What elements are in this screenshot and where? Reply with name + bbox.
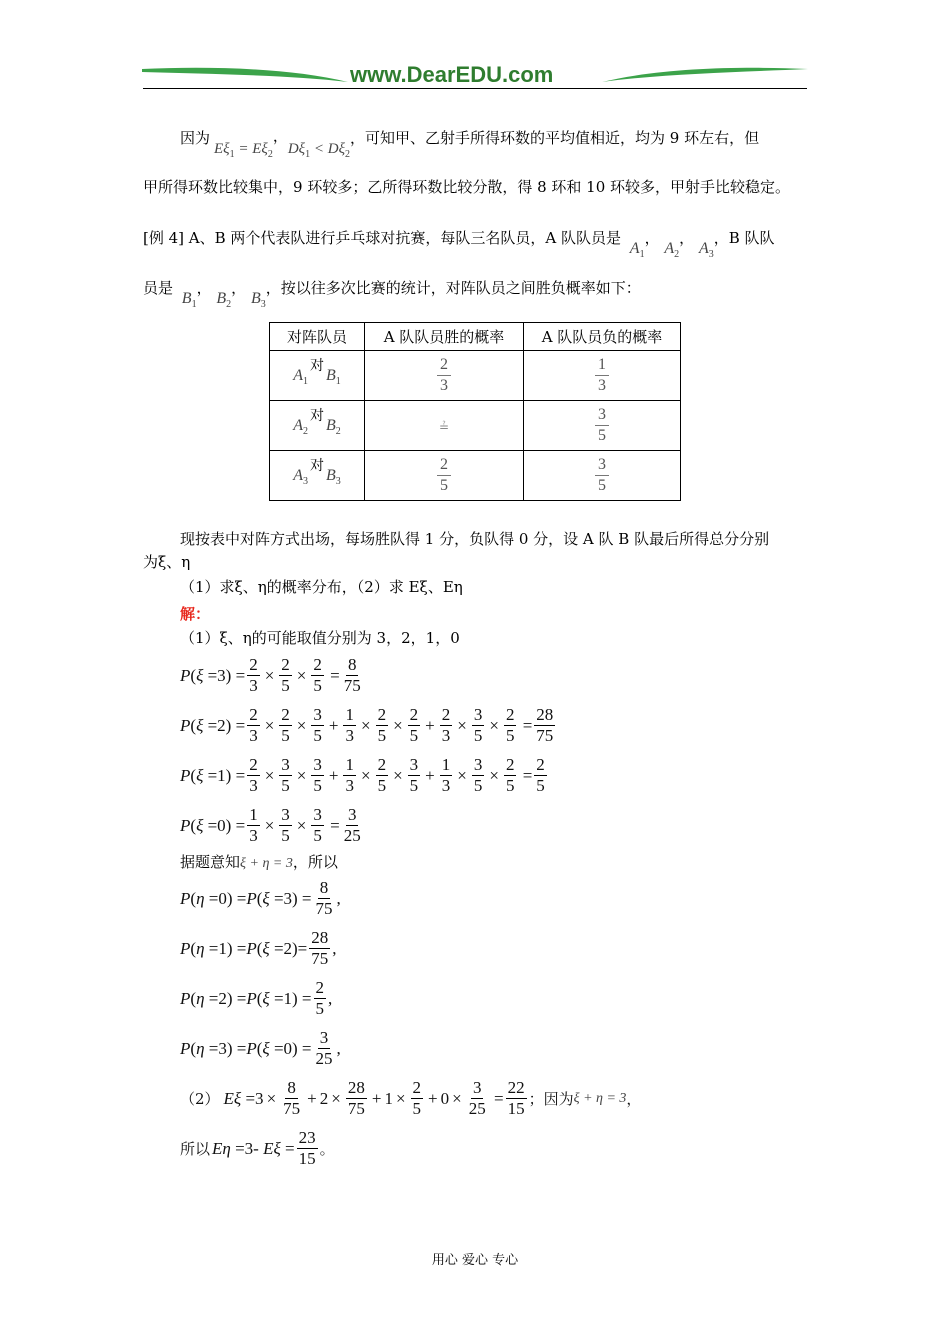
eq-expectation-eta: 所以 Eη =3- Eξ = $\frac{23}{15}$ 。 [180,1128,335,1168]
probability-table [269,322,681,501]
lose-prob-cell: $\frac{1}{3}$ [524,351,681,401]
paragraph-variance-line2: 甲所得环数比较集中，9 环较多；乙所得环数比较分散，得 8 环和 10 环较多，甲射手比较稳定。 [143,178,791,196]
player-b2: $B_2$ [216,290,232,310]
eq-p-eta-0: P ( η =0) = P ( ξ =3) = $\frac{8}{75}$ , [180,878,341,918]
example4-line2 [143,277,641,310]
paragraph-variance [180,127,760,160]
solution-label: 解： [180,605,211,623]
table-row [270,351,681,401]
header-swoosh-left [140,60,350,90]
player-a3: $A_3$ [698,240,714,260]
lose-prob-cell: $\frac{3}{5}$ [524,451,681,501]
solution-step1: （1）ξ、η的可能取值分别为 3，2，1，0 [180,629,460,647]
sep: ， [231,279,247,297]
example4-intro: [例 4] A、B 两个代表队进行乒乓球对抗赛，每队三名队员，A 队队员是 [143,229,622,247]
eq-p-xi-0: P ( ξ =0) = $\frac{1}{3}$ × $\frac{3}{5}$ × $\frac{3}{5}$ = $\frac{3}{25}$ [180,805,361,845]
condition-line [180,851,338,875]
condition-text: 据题意知 [180,853,241,871]
problem-line2: 为ξ、η [143,553,191,571]
table-header: A 队队员胜的概率 [365,323,524,351]
table-header: 对阵队员 [270,323,365,351]
header-swoosh-right [600,60,810,90]
table-header: A 队队员负的概率 [524,323,681,351]
part2-because: ；因为 [528,1090,574,1108]
eq-p-eta-2: P ( η =2) = P ( ξ =1) = $\frac{2}{5}$ , [180,978,333,1018]
example4-line1 [143,227,775,260]
matchup-cell: $A_1$对$B_1$ [270,351,365,401]
math-expectation-equal: $E\xi_1 = E\xi_2$ [214,141,273,160]
eq-p-eta-1: P ( η =1) = P ( ξ =2)= $\frac{28}{75}$ , [180,928,337,968]
eq-p-xi-3: P ( ξ =3) = $\frac{2}{3}$ × $\frac{2}{5}$ × $\frac{2}{5}$ = $\frac{8}{75}$ [180,655,361,695]
eq-p-xi-1: P ( ξ =1) = $\frac{2}{3}$ × $\frac{3}{5}$ × $\frac{3}{5}$ + $\frac{1}{3}$ × $\frac{2}{5}$ × $\frac{3}{5}$ + $\frac{1}{3}$ × $\frac{3}{5}$ × $\frac{2}{5}$ = $\frac{2}{5}$ [180,755,545,795]
example4-intro2: 员是 [143,279,174,297]
math-sum-condition-2: ξ + η = 3 [573,1090,627,1106]
example4-tail1: ，B 队队 [713,229,775,247]
sep: ， [679,229,695,247]
example4-tail2: ，按以往多次比赛的统计，对阵队员之间胜负概率如下： [265,279,641,297]
text-because: 因为 [180,129,211,147]
problem-line1: 现按表中对阵方式出场，每场胜队得 1 分，负队得 0 分，设 A 队 B 队最后所得总分分别 [180,530,770,548]
text-conclusion-a: ，可知甲、乙射手所得环数的平均值相近，均为 9 环左右，但 [350,129,760,147]
footer-text: 用心 爱心 专心 [431,1253,519,1268]
matchup-cell: $A_3$对$B_3$ [270,451,365,501]
table-row [270,401,681,451]
question: （1）求ξ、η的概率分布，（2）求 Eξ、Eη [180,578,463,596]
win-prob-cell: $\frac{2}{3}$ [365,351,524,401]
player-a1: $A_1$ [629,240,645,260]
math-variance-less: $D\xi_1 < D\xi_2$ [287,141,350,160]
condition-tail: ，所以 [292,853,338,871]
table-header-row [270,323,681,351]
text-comma: ， [272,127,288,145]
player-a2: $A_2$ [664,240,680,260]
eq-p-xi-2: P ( ξ =2) = $\frac{2}{3}$ × $\frac{2}{5}$ × $\frac{3}{5}$ + $\frac{1}{3}$ × $\frac{2}{5}$ × $\frac{2}{5}$ + $\frac{2}{3}$ × $\frac{3}{5}$ × $\frac{2}{5}$ = $\frac{28}{75}$ [180,705,554,745]
part2-label: （2） [180,1090,220,1108]
sep: ， [196,279,212,297]
garbled-fraction: ≟ [438,419,450,434]
final-label: 所以 [180,1140,211,1158]
win-prob-cell [365,401,524,451]
eq-expectation-xi: （2） Eξ =3 × $\frac{8}{75}$ + 2 × $\frac{28}{75}$ + 1 × $\frac{2}{5}$ + 0 × $\frac{3}{25}$ = $\frac{22}{15}$ ；因为 ξ + η = 3 ， [180,1078,642,1118]
sep: ， [644,229,660,247]
header-rule [143,88,807,89]
site-logo: www.DearEDU.com [350,62,554,87]
math-sum-condition: ξ + η = 3 [240,856,293,871]
player-b1: $B_1$ [181,290,197,310]
eq-p-eta-3: P ( η =3) = P ( ξ =0) = $\frac{3}{25}$ , [180,1028,341,1068]
final-end: 。 [319,1140,335,1158]
part2-end: ， [626,1090,642,1108]
player-b3: $B_3$ [250,290,266,310]
matchup-cell: $A_2$对$B_2$ [270,401,365,451]
lose-prob-cell: $\frac{3}{5}$ [524,401,681,451]
table-row [270,451,681,501]
win-prob-cell: $\frac{2}{5}$ [365,451,524,501]
